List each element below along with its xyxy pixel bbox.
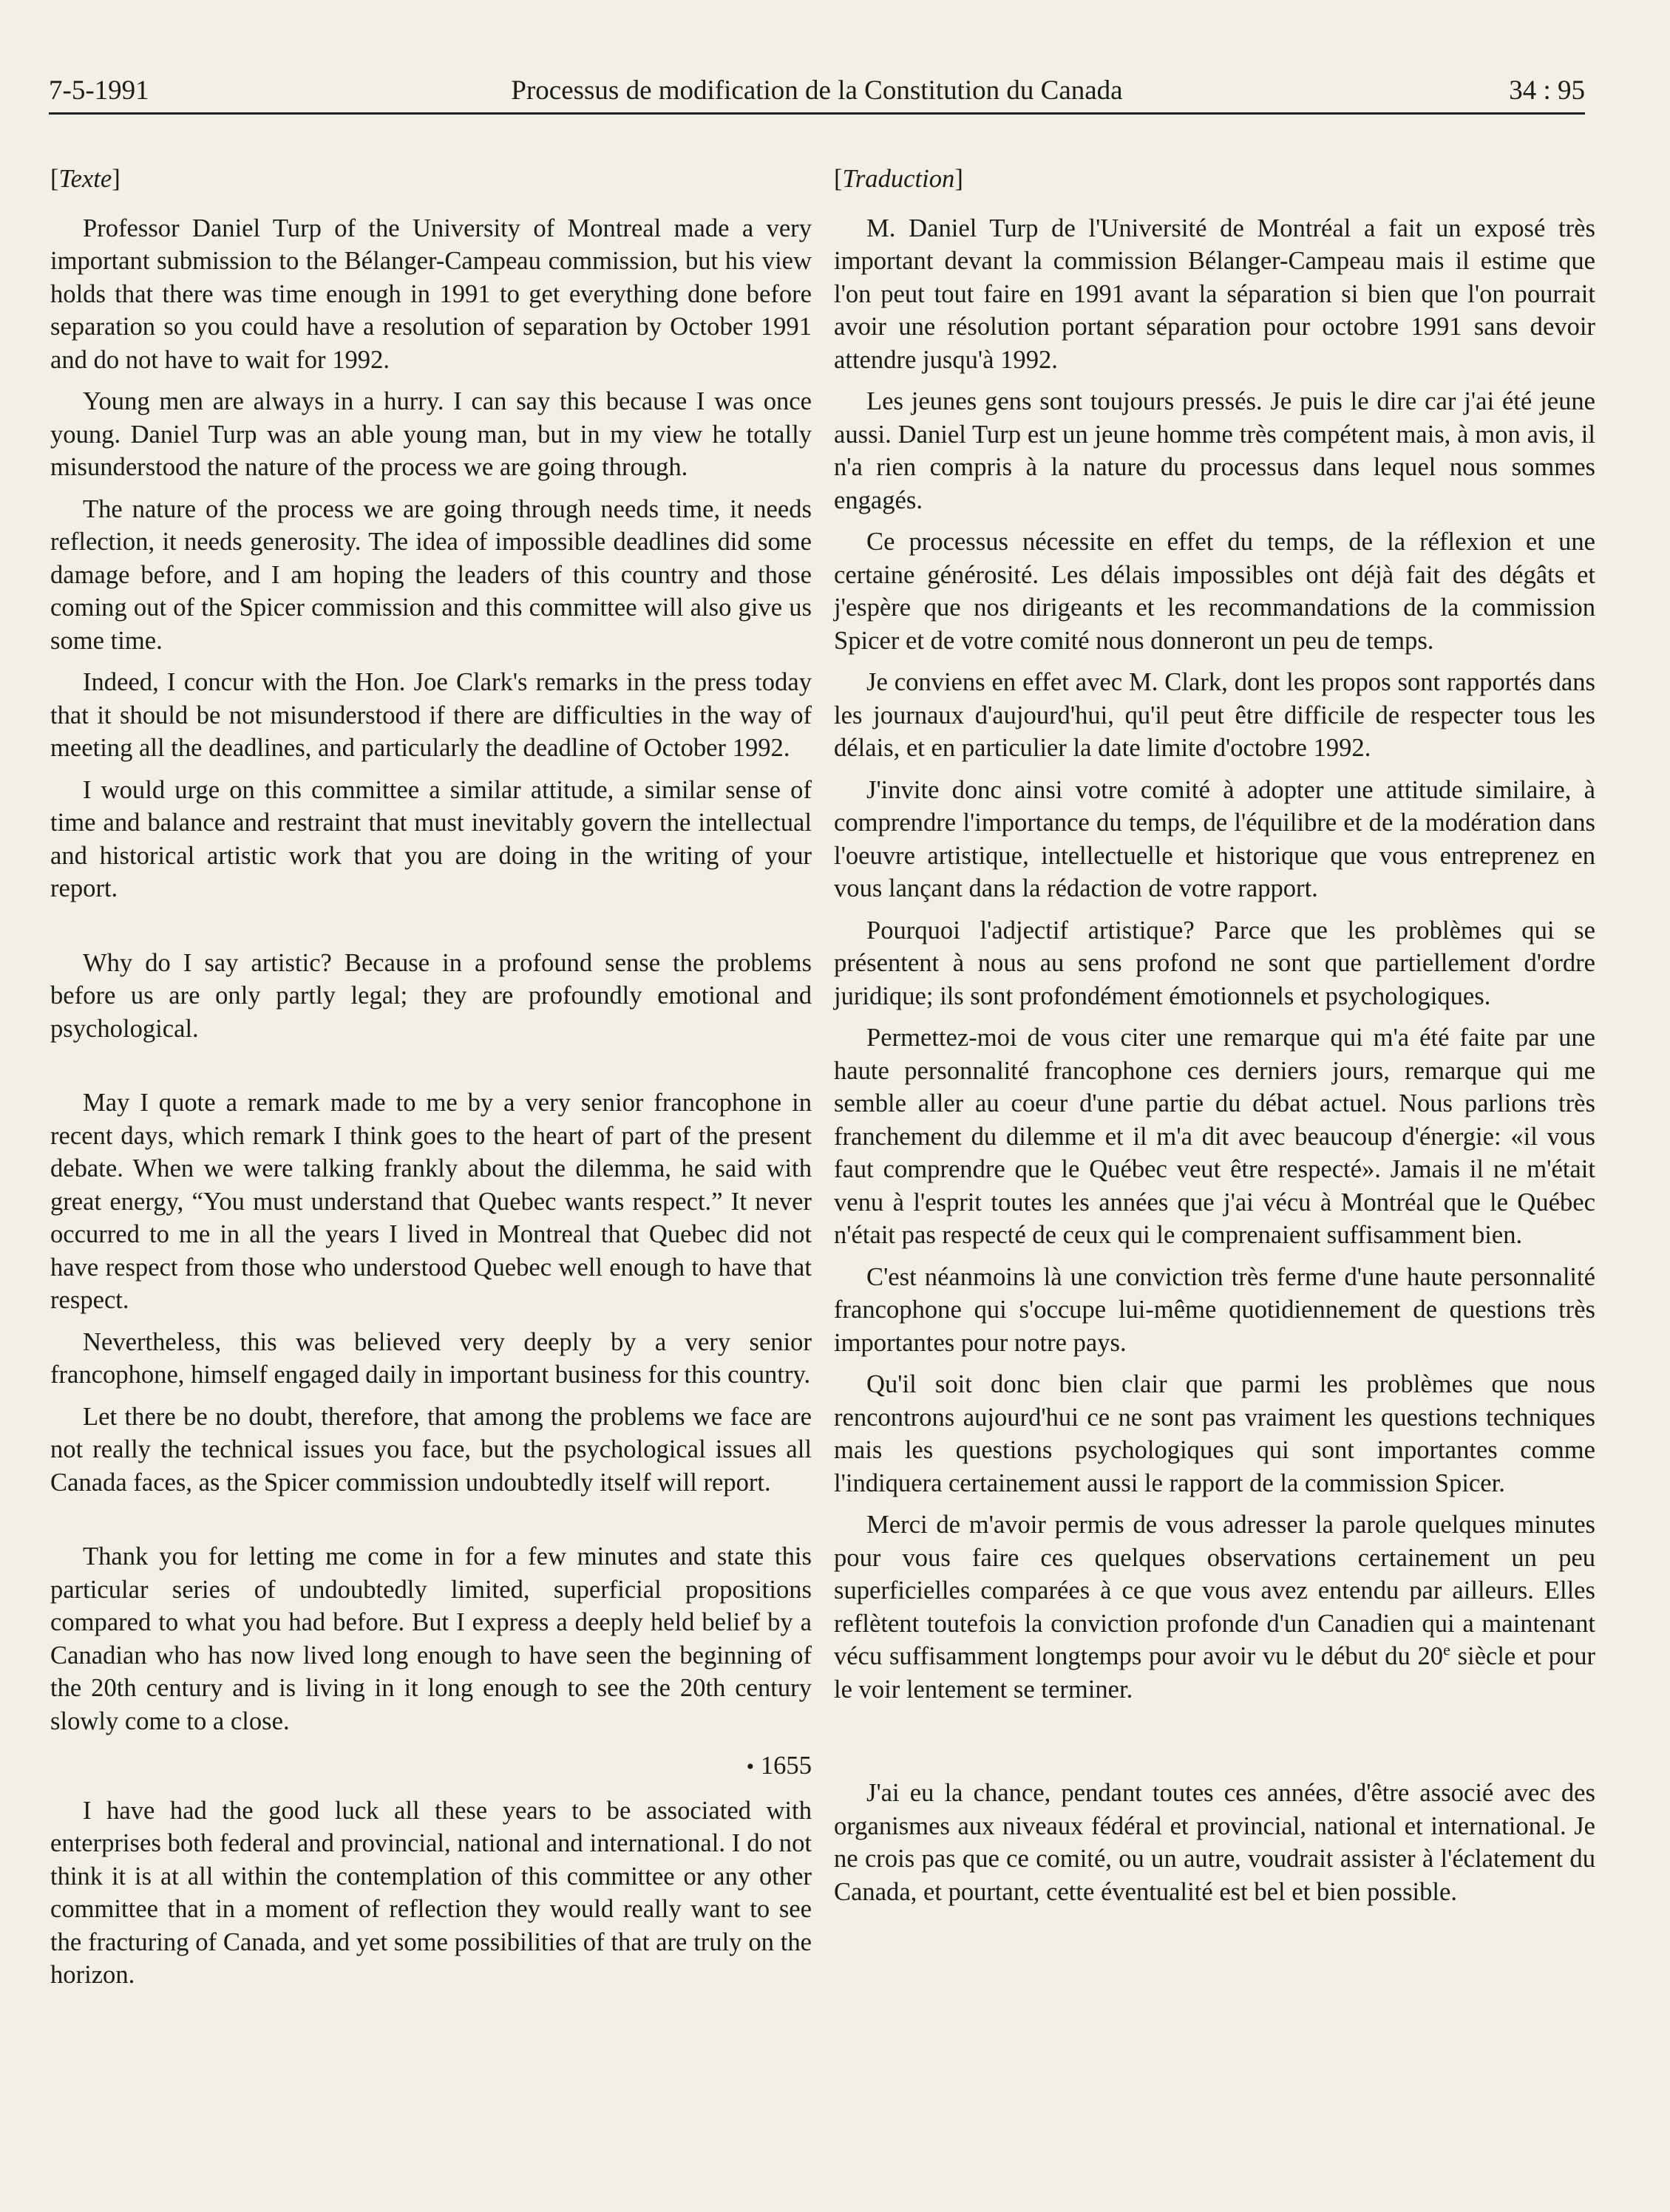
paragraph: Professor Daniel Turp of the University of Montreal made a very important submission to the Bélanger-Campeau commission, but his view holds that there was time enough in 1991 to get everything done before separation so you could have a resolution of separation by October 1991 and do not have to wait for 1992. <box>50 214 812 374</box>
paragraph: Nevertheless, this was believed very deeply by a very senior francophone, himself engaged daily in important business for this country. <box>50 1327 812 1389</box>
paragraph: May I quote a remark made to me by a very senior francophone in recent days, which remark I think goes to the heart of part of the present debate. When we were talking frankly about the dilemma, he said with great energy, “You must understand that Quebec wants respect.” It never occurred to me in all the years I lived in Montreal that Quebec did not have respect from those who understood Quebec well enough to have that respect. <box>50 1089 812 1314</box>
paragraph: Ce processus nécessite en effet du temps, de la réflexion et une certaine générosité. Les délais impossibles ont déjà fait des dégâts et j'espère que nos dirigeants et les recommandations de la commission Spicer et de votre comité nous donneront un peu de temps. <box>834 528 1595 655</box>
page-header <box>49 68 1585 115</box>
header-title: Processus de modification de la Constitution du Canada <box>511 75 1123 106</box>
label-text: Texte <box>58 165 112 193</box>
paragraph: Permettez-moi de vous citer une remarque qui m'a été faite par une haute personnalité francophone ces derniers jours, remarque qui me semble aller au coeur d'une partie du débat actuel. Nous parlions très franchement du dilemme et il m'a dit avec beaucoup d'énergie: «il vous faut comprendre que le Québec veut être respecté». Jamais il ne m'était venu à l'esprit toutes les années que j'ai vécu à Montréal que le Québec n'était pas respecté de ceux qui le comprenaient suffisamment bien. <box>834 1024 1595 1249</box>
header-date: 7-5-1991 <box>49 75 149 106</box>
paragraph <box>834 1508 1595 1706</box>
paragraph: J'ai eu la chance, pendant toutes ces années, d'être associé avec des organismes aux niveaux fédéral et provincial, national et international. Je ne crois pas que ce comité, ou un autre, voudrait assister à l'éclatement du Canada, et pourtant, cette éventualité est bel et bien possible. <box>834 1779 1595 1906</box>
paragraph: M. Daniel Turp de l'Université de Montréal a fait un exposé très important devant la commission Bélanger-Campeau mais il estime que l'on peut tout faire en 1991 avant la séparation si bien que l'on pourrait avoir une résolution portant séparation pour octobre 1991 sans devoir attendre jusqu'à 1992. <box>834 214 1595 374</box>
paragraph: Indeed, I concur with the Hon. Joe Clark's remarks in the press today that it should be not misunderstood if there are difficulties in the way of meeting all the deadlines, and particularly the deadline of October 1992. <box>50 668 812 762</box>
paragraph: Young men are always in a hurry. I can say this because I was once young. Daniel Turp was an able young man, but in my view he totally misunderstood the nature of the process we are going through. <box>50 387 812 481</box>
paragraph-part: siècle et pour le voir lentement se terminer. <box>834 1642 1595 1704</box>
paragraph: I have had the good luck all these years to be associated with enterprises both federal and provincial, national and international. I do not think it is at all within the contemplation of this committee or any other committee that in a moment of reflection they would really want to see the fracturing of Canada, and yet some possibilities of that are truly on the horizon. <box>50 1796 812 1989</box>
paragraph: Why do I say artistic? Because in a profound sense the problems before us are only partly legal; they are profoundly emotional and psychological. <box>50 948 812 1043</box>
label-text: Traduction <box>842 165 955 193</box>
header-page-number: 34 : 95 <box>1509 75 1585 106</box>
paragraph: Qu'il soit donc bien clair que parmi les problèmes que nous rencontrons aujourd'hui ce ne sont pas vraiment les questions techniques mais les questions psychologiques qui sont importantes comme l'indiquera certainement aussi le rapport de la commission Spicer. <box>834 1370 1595 1497</box>
section-label-texte: [Texte] <box>50 165 121 193</box>
superscript: e <box>1443 1640 1450 1659</box>
french-column <box>834 163 1595 1917</box>
time-stamp: 1655 <box>760 1752 812 1780</box>
paragraph: J'invite donc ainsi votre comité à adopter une attitude similaire, à comprendre l'importance du temps, de l'équilibre et de la modération dans l'oeuvre artistique, intellectuelle et historique que vous entreprenez en vous lançant dans la rédaction de votre rapport. <box>834 775 1595 902</box>
time-marker <box>50 1749 812 1784</box>
paragraph: Pourquoi l'adjectif artistique? Parce que les problèmes qui se présentent à nous au sens profond ne sont que partiellement d'ordre juridique; ils sont profondément émotionnels et psychologiques. <box>834 916 1595 1010</box>
paragraph: I would urge on this committee a similar attitude, a similar sense of time and balance and restraint that must inevitably govern the intellectual and historical artistic work that you are doing in the writing of your report. <box>50 775 812 902</box>
paragraph: Je conviens en effet avec M. Clark, dont les propos sont rapportés dans les journaux d'aujourd'hui, qu'il peut être difficile de respecter tous les délais, et en particulier la date limite d'octobre 1992. <box>834 668 1595 762</box>
paragraph-part: Merci de m'avoir permis de vous adresser la parole quelques minutes pour vous faire ces quelques observations certainement un peu superficielles comparées à ce que vous avez entendu par ailleurs. Elles reflètent toutefois la conviction profonde d'un Canadien qui a maintenant vécu suffisamment longtemps pour avoir vu le début du 20 <box>834 1511 1595 1670</box>
english-column <box>50 163 812 2001</box>
paragraph: Les jeunes gens sont toujours pressés. Je puis le dire car j'ai été jeune aussi. Daniel Turp est un jeune homme très compétent mais, à mon avis, il n'a rien compris à la nature du processus dans lequel nous sommes engagés. <box>834 387 1595 514</box>
paragraph: The nature of the process we are going through needs time, it needs reflection, it needs generosity. The idea of impossible deadlines did some damage before, and I am hoping the leaders of this country and those coming out of the Spicer commission and this committee will also give us some time. <box>50 494 812 655</box>
section-label-traduction: [Traduction] <box>834 165 963 193</box>
bullet-icon: • <box>746 1755 755 1779</box>
paragraph: C'est néanmoins là une conviction très ferme d'une haute personnalité francophone qui s'occupe lui-même quotidiennement de questions très importantes pour notre pays. <box>834 1262 1595 1357</box>
paragraph: Let there be no doubt, therefore, that among the problems we face are not really the technical issues you face, but the psychological issues all Canada faces, as the Spicer commission undoubtedly itself will report. <box>50 1402 812 1497</box>
paragraph: Thank you for letting me come in for a few minutes and state this particular series of undoubtedly limited, superficial propositions compared to what you had before. But I express a deeply held belief by a Canadian who has now lived long enough to have seen the beginning of the 20th century and is living in it long enough to see the 20th century slowly come to a close. <box>50 1542 812 1735</box>
